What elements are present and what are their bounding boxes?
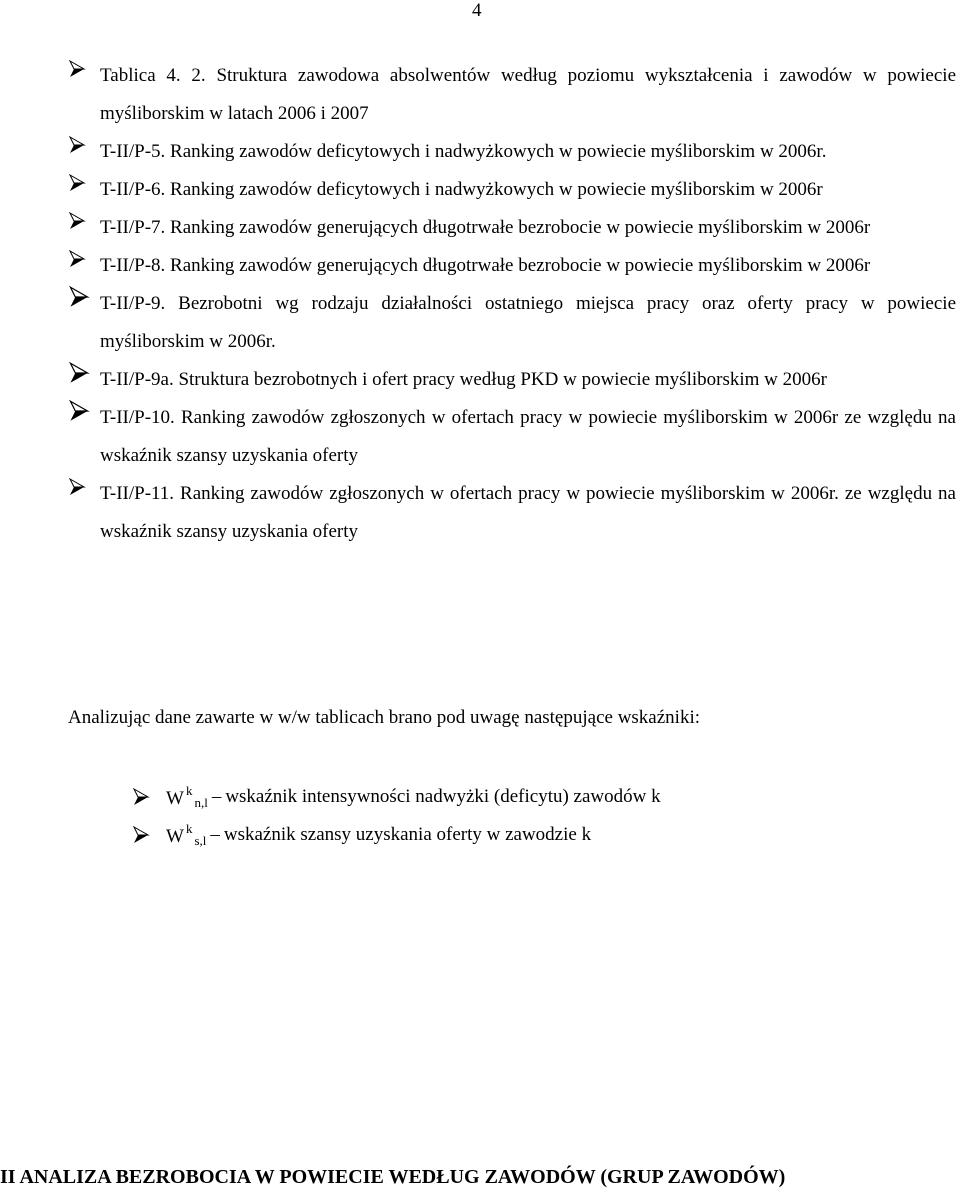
list-item-text: T-II/P-8. Ranking zawodów generujących długotrwałe bezrobocie w powiecie myśliborskim w 2006r — [100, 255, 871, 276]
arrow-bullet-icon — [68, 399, 100, 423]
indicator-description: wskaźnik szansy uzyskania oferty w zawodzie k — [223, 824, 592, 845]
list-item — [68, 171, 960, 209]
arrow-bullet-icon — [68, 285, 100, 309]
indicator-subscript: n,l — [194, 795, 208, 810]
list-item-text: T-II/P-5. Ranking zawodów deficytowych i nadwyżkowych w powiecie myśliborskim w 2006r. — [100, 141, 827, 162]
indicator-superscript: k — [185, 783, 193, 798]
indicator-dash: – — [210, 824, 220, 845]
list-item — [68, 209, 960, 247]
arrow-bullet-icon — [68, 133, 100, 157]
indicator-symbol-base: W — [166, 788, 184, 809]
arrow-bullet-icon — [68, 361, 100, 385]
indicator-symbol — [166, 783, 208, 811]
indicator-superscript: k — [185, 821, 193, 836]
indicator-symbol-base: W — [166, 826, 184, 847]
indicator-subscript: s,l — [194, 833, 207, 848]
arrow-bullet-icon — [68, 209, 100, 233]
list-item — [68, 285, 960, 361]
indicator-dash: – — [211, 786, 222, 807]
indicator-item — [132, 778, 661, 816]
list-item — [68, 475, 960, 551]
arrow-bullet-icon — [68, 247, 100, 271]
section-heading: II ANALIZA BEZROBOCIA W POWIECIE WEDŁUG ZAWODÓW (GRUP ZAWODÓW) — [0, 1166, 786, 1188]
arrow-bullet-icon — [132, 785, 166, 809]
indicator-description: wskaźnik intensywności nadwyżki (deficytu) zawodów k — [225, 786, 661, 807]
arrow-bullet-icon — [68, 475, 100, 499]
list-item — [68, 133, 960, 171]
list-item-text: T-II/P-9. Bezrobotni wg rodzaju działalności ostatniego miejsca pracy oraz oferty pracy w powiecie myśliborskim w 2006r. — [100, 293, 956, 352]
list-item — [68, 247, 960, 285]
indicator-list — [132, 778, 661, 854]
list-item-text: T-II/P-9a. Struktura bezrobotnych i ofert pracy według PKD w powiecie myśliborskim w 2006r — [100, 369, 827, 390]
list-item-text: T-II/P-11. Ranking zawodów zgłoszonych w ofertach pracy w powiecie myśliborskim w 2006r. ze względu na wskaźnik szansy uzyskania oferty — [100, 483, 956, 542]
arrow-bullet-icon — [68, 57, 100, 81]
list-item — [68, 399, 960, 475]
indicator-item — [132, 816, 661, 854]
list-item-text: Tablica 4. 2. Struktura zawodowa absolwentów według poziomu wykształcenia i zawodów w powiecie myśliborskim w latach 2006 i 2007 — [100, 65, 956, 124]
list-item-text: T-II/P-7. Ranking zawodów generujących długotrwałe bezrobocie w powiecie myśliborskim w 2006r — [100, 217, 871, 238]
analysis-intro: Analizując dane zawarte w w/w tablicach brano pod uwagę następujące wskaźniki: — [68, 707, 701, 728]
list-item — [68, 361, 960, 399]
list-item — [68, 57, 960, 133]
arrow-bullet-icon — [132, 823, 166, 847]
indicator-symbol — [166, 821, 206, 849]
list-item-text: T-II/P-6. Ranking zawodów deficytowych i nadwyżkowych w powiecie myśliborskim w 2006r — [100, 179, 823, 200]
table-list — [68, 57, 960, 551]
arrow-bullet-icon — [68, 171, 100, 195]
page-number: 4 — [472, 0, 482, 21]
list-item-text: T-II/P-10. Ranking zawodów zgłoszonych w ofertach pracy w powiecie myśliborskim w 2006r ze względu na wskaźnik szansy uzyskania oferty — [100, 407, 956, 466]
